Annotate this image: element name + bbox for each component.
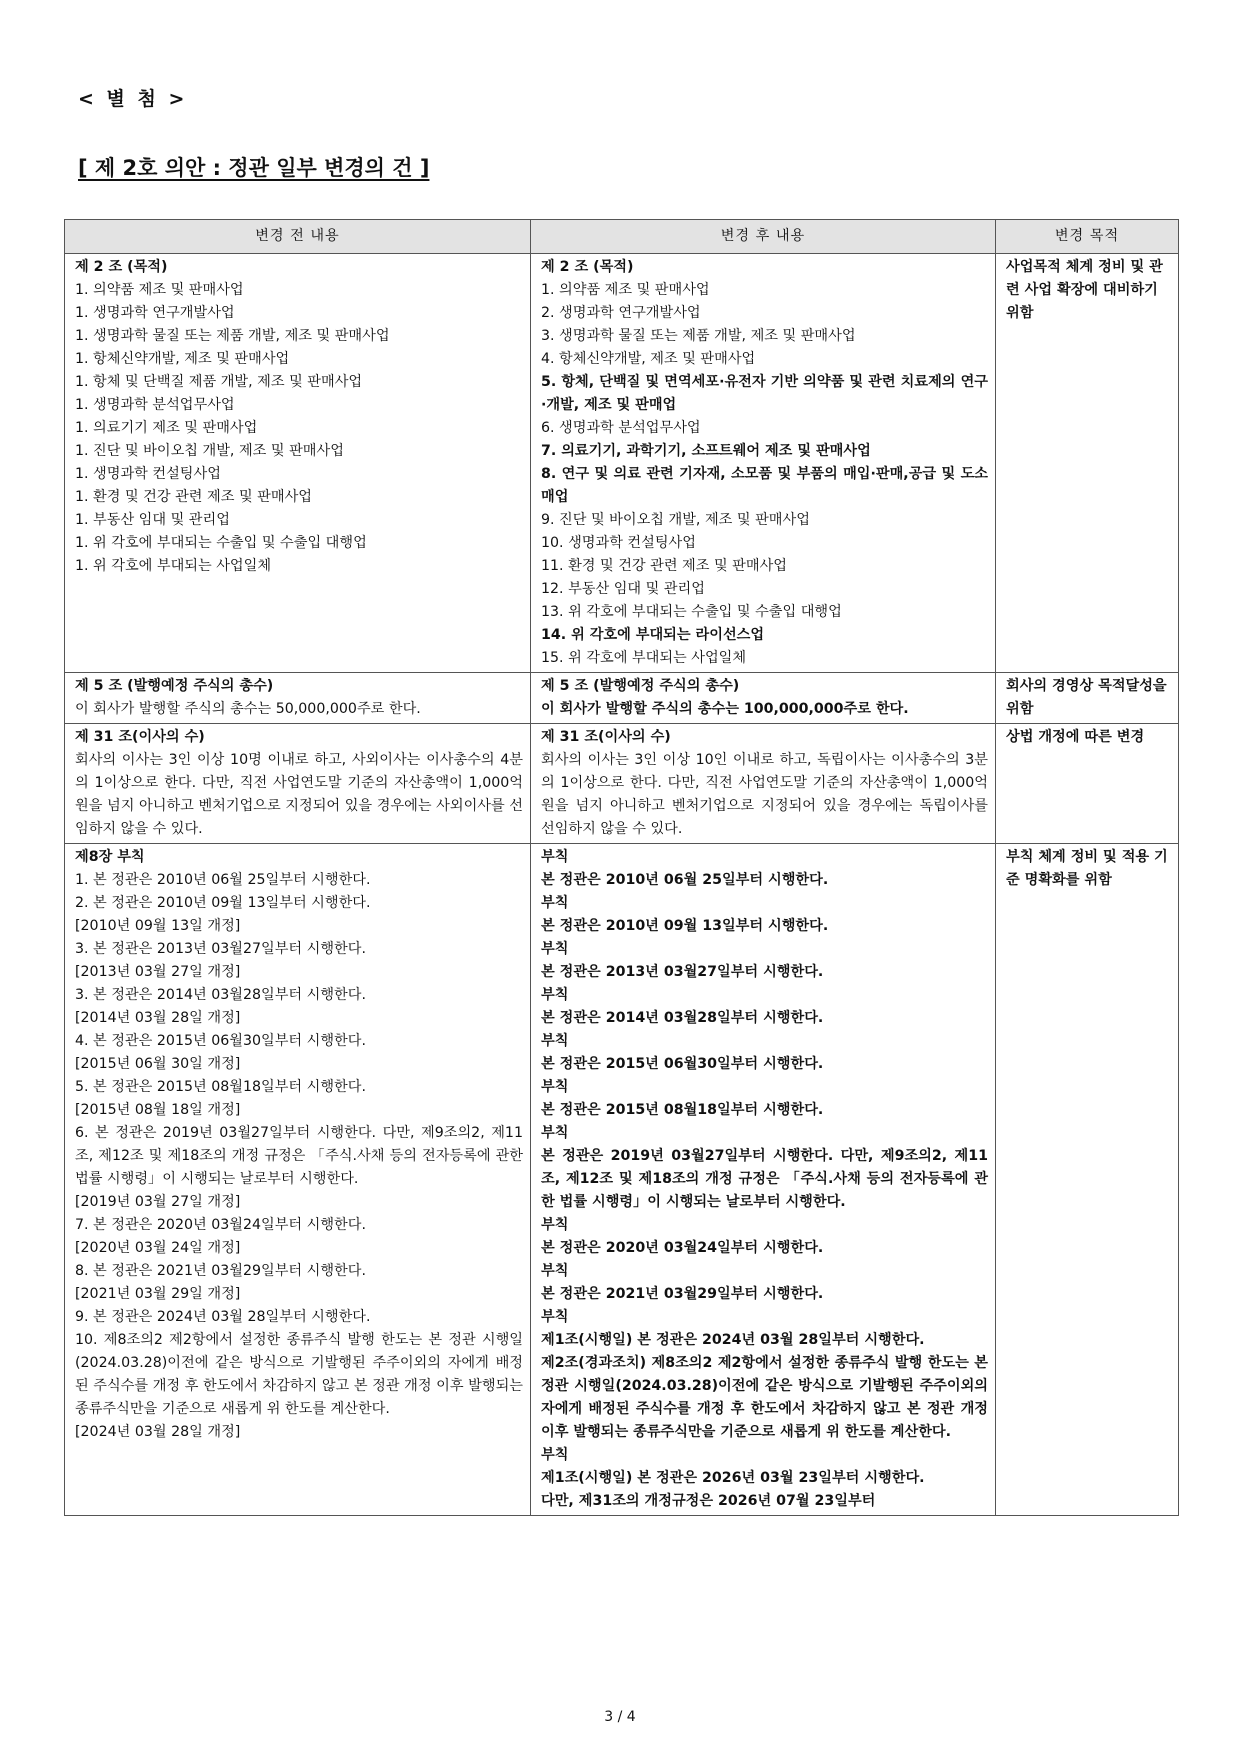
- after-line: 본 정관은 2010년 06월 25일부터 시행한다.: [541, 872, 829, 888]
- after-line: 회사의 이사는 3인 이상 10인 이내로 하고, 독립이사는 이사총수의 3분의 1이상으로 한다. 다만, 직전 사업연도말 기준의 자산총액이 1,000억원을 넘지 아니하고 벤처기업으로 지정되어 있을 경우에는 독립이사를 선임하지 않을 수 있다.: [541, 752, 988, 837]
- before-line: 1. 생명과학 연구개발사업: [75, 305, 235, 321]
- after-line: 11. 환경 및 건강 관련 제조 및 판매사업: [541, 558, 788, 574]
- after-line: 이 회사가 발행할 주식의 총수는 100,000,000주로 한다.: [541, 701, 909, 717]
- before-line: 1. 의료기기 제조 및 판매사업: [75, 420, 258, 436]
- header-before: 변경 전 내용: [65, 220, 531, 254]
- before-line: 제 2 조 (목적): [75, 259, 168, 275]
- after-line: 부칙: [541, 1263, 569, 1279]
- before-content-cell: [65, 254, 531, 673]
- after-line: 부칙: [541, 987, 569, 1003]
- before-line: [2014년 03월 28일 개정]: [75, 1010, 241, 1026]
- after-line: 7. 의료기기, 과학기기, 소프트웨어 제조 및 판매사업: [541, 443, 871, 459]
- before-line: 1. 생명과학 물질 또는 제품 개발, 제조 및 판매사업: [75, 328, 390, 344]
- before-line: 1. 생명과학 컨설팅사업: [75, 466, 221, 482]
- after-line: 부칙: [541, 1217, 569, 1233]
- before-line: [2015년 06월 30일 개정]: [75, 1056, 241, 1072]
- purpose-cell: 부칙 체계 정비 및 적용 기준 명확화를 위함: [996, 844, 1179, 1516]
- table-body: [65, 254, 1179, 1516]
- after-line: 부칙: [541, 849, 569, 865]
- before-line: [2019년 03월 27일 개정]: [75, 1194, 241, 1210]
- before-line: 이 회사가 발행할 주식의 총수는 50,000,000주로 한다.: [75, 701, 421, 717]
- after-line: 본 정관은 2020년 03월24일부터 시행한다.: [541, 1240, 824, 1256]
- before-line: 1. 위 각호에 부대되는 수출입 및 수출입 대행업: [75, 535, 367, 551]
- before-line: 8. 본 정관은 2021년 03월29일부터 시행한다.: [75, 1263, 366, 1279]
- before-line: 10. 제8조의2 제2항에서 설정한 종류주식 발행 한도는 본 정관 시행일(2024.03.28)이전에 같은 방식으로 기발행된 주주이외의 자에게 배정된 주식수를 개정 후 한도에서 차감하지 않고 본 정관 개정 이후 발행되는 종류주식만을 기준으로 새롭게 위 한도를 계산한다.: [75, 1332, 523, 1417]
- purpose-cell: 사업목적 체계 정비 및 관련 사업 확장에 대비하기 위함: [996, 254, 1179, 673]
- after-line: 부칙: [541, 1079, 569, 1095]
- before-line: 1. 항체신약개발, 제조 및 판매사업: [75, 351, 290, 367]
- before-line: 회사의 이사는 3인 이상 10명 이내로 하고, 사외이사는 이사총수의 4분의 1이상으로 한다. 다만, 직전 사업연도말 기준의 자산총액이 1,000억원을 넘지 아니하고 벤처기업으로 지정되어 있을 경우에는 사외이사를 선임하지 않을 수 있다.: [75, 752, 523, 837]
- after-line: 제1조(시행일) 본 정관은 2024년 03월 28일부터 시행한다.: [541, 1332, 925, 1348]
- after-line: 다만, 제31조의 개정규정은 2026년 07월 23일부터: [541, 1493, 876, 1509]
- before-line: 1. 위 각호에 부대되는 사업일체: [75, 558, 272, 574]
- before-line: [2015년 08월 18일 개정]: [75, 1102, 241, 1118]
- table-row: [65, 724, 1179, 844]
- before-line: 3. 본 정관은 2014년 03월28일부터 시행한다.: [75, 987, 366, 1003]
- before-line: 2. 본 정관은 2010년 09월 13일부터 시행한다.: [75, 895, 371, 911]
- before-line: 1. 진단 및 바이오칩 개발, 제조 및 판매사업: [75, 443, 344, 459]
- after-content-cell: [531, 254, 996, 673]
- after-line: 제2조(경과조치) 제8조의2 제2항에서 설정한 종류주식 발행 한도는 본 정관 시행일(2024.03.28)이전에 같은 방식으로 기발행된 주주이외의 자에게 배정된 주식수를 개정 후 한도에서 차감하지 않고 본 정관 개정 이후 발행되는 종류주식만을 기준으로 새롭게 위 한도를 계산한다.: [541, 1355, 988, 1440]
- after-line: 본 정관은 2010년 09월 13일부터 시행한다.: [541, 918, 829, 934]
- after-line: 부칙: [541, 1447, 569, 1463]
- table-row: [65, 673, 1179, 724]
- before-line: [2010년 09월 13일 개정]: [75, 918, 241, 934]
- after-line: 12. 부동산 임대 및 관리업: [541, 581, 705, 597]
- after-line: 2. 생명과학 연구개발사업: [541, 305, 701, 321]
- before-line: 1. 항체 및 단백질 제품 개발, 제조 및 판매사업: [75, 374, 363, 390]
- table-row: [65, 844, 1179, 1516]
- table-row: [65, 254, 1179, 673]
- after-line: 15. 위 각호에 부대되는 사업일체: [541, 650, 747, 666]
- before-line: 1. 의약품 제조 및 판매사업: [75, 282, 244, 298]
- before-content-cell: [65, 724, 531, 844]
- after-line: 14. 위 각호에 부대되는 라이선스업: [541, 627, 765, 643]
- after-line: 6. 생명과학 분석업무사업: [541, 420, 701, 436]
- after-line: 10. 생명과학 컨설팅사업: [541, 535, 696, 551]
- header-after: 변경 후 내용: [531, 220, 996, 254]
- after-content-cell: [531, 844, 996, 1516]
- before-line: 제 31 조(이사의 수): [75, 729, 205, 745]
- table-header-row: [65, 220, 1179, 254]
- after-line: 부칙: [541, 941, 569, 957]
- after-line: 부칙: [541, 1125, 569, 1141]
- after-line: 본 정관은 2021년 03월29일부터 시행한다.: [541, 1286, 824, 1302]
- after-line: 본 정관은 2019년 03월27일부터 시행한다. 다만, 제9조의2, 제11조, 제12조 및 제18조의 개정 규정은 「주식.사채 등의 전자등록에 관한 법률 시행령」이 시행되는 날로부터 시행한다.: [541, 1148, 988, 1210]
- before-line: 1. 환경 및 건강 관련 제조 및 판매사업: [75, 489, 312, 505]
- after-line: 본 정관은 2014년 03월28일부터 시행한다.: [541, 1010, 824, 1026]
- before-content-cell: [65, 673, 531, 724]
- before-line: [2013년 03월 27일 개정]: [75, 964, 241, 980]
- after-line: 9. 진단 및 바이오칩 개발, 제조 및 판매사업: [541, 512, 810, 528]
- before-line: 9. 본 정관은 2024년 03월 28일부터 시행한다.: [75, 1309, 371, 1325]
- attachment-label: < 별 첨 >: [78, 88, 188, 110]
- before-line: 제8장 부칙: [75, 849, 145, 865]
- after-line: 제 31 조(이사의 수): [541, 729, 671, 745]
- before-line: 1. 본 정관은 2010년 06월 25일부터 시행한다.: [75, 872, 371, 888]
- after-line: 8. 연구 및 의료 관련 기자재, 소모품 및 부품의 매입·판매,공급 및 도소매업: [541, 466, 988, 505]
- after-line: 제1조(시행일) 본 정관은 2026년 03월 23일부터 시행한다.: [541, 1470, 925, 1486]
- after-line: 제 2 조 (목적): [541, 259, 634, 275]
- before-line: [2020년 03월 24일 개정]: [75, 1240, 241, 1256]
- purpose-cell: 회사의 경영상 목적달성을 위함: [996, 673, 1179, 724]
- before-line: 5. 본 정관은 2015년 08월18일부터 시행한다.: [75, 1079, 366, 1095]
- page-number: 3 / 4: [604, 1709, 636, 1725]
- after-line: 본 정관은 2015년 08월18일부터 시행한다.: [541, 1102, 824, 1118]
- after-line: 부칙: [541, 1309, 569, 1325]
- before-line: 4. 본 정관은 2015년 06월30일부터 시행한다.: [75, 1033, 366, 1049]
- amendment-table: [64, 219, 1179, 1516]
- after-line: 13. 위 각호에 부대되는 수출입 및 수출입 대행업: [541, 604, 842, 620]
- after-line: 5. 항체, 단백질 및 면역세포·유전자 기반 의약품 및 관련 치료제의 연구·개발, 제조 및 판매업: [541, 374, 988, 413]
- after-line: 4. 항체신약개발, 제조 및 판매사업: [541, 351, 756, 367]
- purpose-cell: 상법 개정에 따른 변경: [996, 724, 1179, 844]
- agenda-title: [ 제 2호 의안 : 정관 일부 변경의 건 ]: [78, 156, 430, 180]
- after-content-cell: [531, 673, 996, 724]
- after-line: 본 정관은 2015년 06월30일부터 시행한다.: [541, 1056, 824, 1072]
- after-line: 3. 생명과학 물질 또는 제품 개발, 제조 및 판매사업: [541, 328, 856, 344]
- after-line: 제 5 조 (발행예정 주식의 총수): [541, 678, 740, 694]
- after-line: 1. 의약품 제조 및 판매사업: [541, 282, 710, 298]
- header-purpose: 변경 목적: [996, 220, 1179, 254]
- before-line: [2024년 03월 28일 개정]: [75, 1424, 241, 1440]
- after-line: 부칙: [541, 895, 569, 911]
- before-content-cell: [65, 844, 531, 1516]
- before-line: 7. 본 정관은 2020년 03월24일부터 시행한다.: [75, 1217, 366, 1233]
- after-content-cell: [531, 724, 996, 844]
- after-line: 부칙: [541, 1033, 569, 1049]
- before-line: 3. 본 정관은 2013년 03월27일부터 시행한다.: [75, 941, 366, 957]
- before-line: 6. 본 정관은 2019년 03월27일부터 시행한다. 다만, 제9조의2, 제11조, 제12조 및 제18조의 개정 규정은 「주식.사채 등의 전자등록에 관한 법률 시행령」이 시행되는 날로부터 시행한다.: [75, 1125, 523, 1187]
- after-line: 본 정관은 2013년 03월27일부터 시행한다.: [541, 964, 824, 980]
- before-line: 1. 부동산 임대 및 관리업: [75, 512, 230, 528]
- before-line: 제 5 조 (발행예정 주식의 총수): [75, 678, 274, 694]
- before-line: [2021년 03월 29일 개정]: [75, 1286, 241, 1302]
- before-line: 1. 생명과학 분석업무사업: [75, 397, 235, 413]
